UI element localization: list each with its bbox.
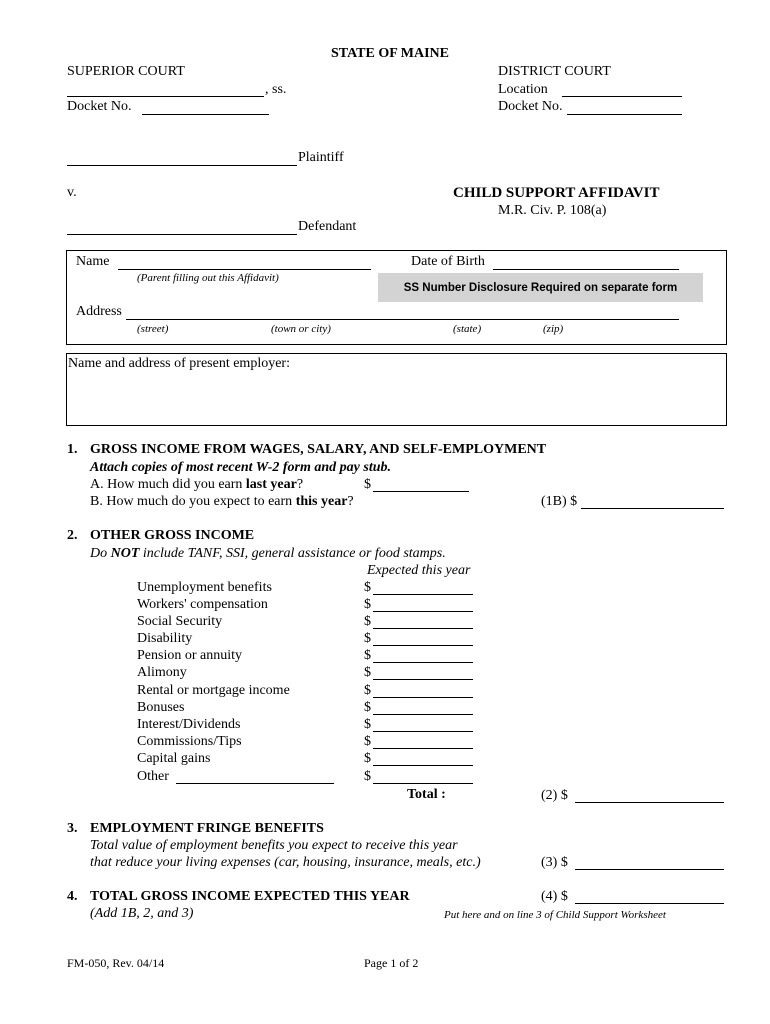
section1-title: GROSS INCOME FROM WAGES, SALARY, AND SELF-EMPLOYMENT xyxy=(90,442,547,457)
disability-amount-field[interactable] xyxy=(373,645,473,646)
plaintiff-label: Plaintiff xyxy=(298,150,344,165)
state-heading: STATE OF MAINE xyxy=(331,46,449,61)
district-court-label: DISTRICT COURT xyxy=(498,64,611,79)
dollar-sign: $ xyxy=(364,734,371,749)
pension-amount-field[interactable] xyxy=(373,662,473,663)
address-field[interactable] xyxy=(126,319,679,320)
superior-court-label: SUPERIOR COURT xyxy=(67,64,185,79)
employer-label: Name and address of present employer: xyxy=(68,356,290,371)
commissions-amount-field[interactable] xyxy=(373,748,473,749)
address-label: Address xyxy=(76,304,122,319)
name-field[interactable] xyxy=(118,269,371,270)
section3-line2: that reduce your living expenses (car, housing, insurance, meals, etc.) xyxy=(90,855,481,870)
section4-worksheet-note: Put here and on line 3 of Child Support Worksheet xyxy=(444,909,666,921)
line-3-ref: (3) $ xyxy=(541,855,568,870)
income-row-other: Other xyxy=(137,769,169,784)
other-income-description-field[interactable] xyxy=(176,783,334,784)
dollar-sign: $ xyxy=(364,665,371,680)
interest-amount-field[interactable] xyxy=(373,731,473,732)
social-security-amount-field[interactable] xyxy=(373,628,473,629)
section2-note-post: include TANF, SSI, general assistance or food stamps. xyxy=(139,546,446,561)
line-1b-field[interactable] xyxy=(581,508,724,509)
form-id: FM-050, Rev. 04/14 xyxy=(67,956,165,970)
section2-note-not: NOT xyxy=(110,546,140,561)
form-title: CHILD SUPPORT AFFIDAVIT xyxy=(453,185,660,201)
income-row-workers-comp: Workers' compensation xyxy=(137,597,268,612)
docket-left-field[interactable] xyxy=(142,114,269,115)
street-hint: (street) xyxy=(137,323,169,335)
plaintiff-field[interactable] xyxy=(67,165,297,166)
docket-right-label: Docket No. xyxy=(498,99,563,114)
expected-header: Expected this year xyxy=(367,563,471,578)
versus-label: v. xyxy=(67,185,77,200)
dollar-sign: $ xyxy=(364,769,371,784)
income-row-alimony: Alimony xyxy=(137,665,187,680)
section4-number: 4. xyxy=(67,889,78,904)
location-field[interactable] xyxy=(562,96,682,97)
line-3-field[interactable] xyxy=(575,869,724,870)
defendant-label: Defendant xyxy=(298,219,357,234)
section2-number: 2. xyxy=(67,528,78,543)
alimony-amount-field[interactable] xyxy=(373,679,473,680)
line-2-field[interactable] xyxy=(575,802,724,803)
total-label: Total : xyxy=(407,787,446,802)
question-a-bold: last year xyxy=(245,477,297,492)
docket-left-label: Docket No. xyxy=(67,99,132,114)
question-b-end: ? xyxy=(347,494,354,509)
workers-comp-amount-field[interactable] xyxy=(373,611,473,612)
dollar-sign: $ xyxy=(364,631,371,646)
income-row-interest: Interest/Dividends xyxy=(137,717,241,732)
question-a-end: ? xyxy=(296,477,304,492)
rule-reference: M.R. Civ. P. 108(a) xyxy=(498,203,607,218)
line-1b-ref: (1B) $ xyxy=(541,494,578,509)
section4-add-note: (Add 1B, 2, and 3) xyxy=(90,906,194,921)
name-hint: (Parent filling out this Affidavit) xyxy=(137,272,279,284)
income-row-unemployment: Unemployment benefits xyxy=(137,580,272,595)
question-a-dollar: $ xyxy=(364,477,371,492)
other-amount-field[interactable] xyxy=(373,783,473,784)
unemployment-amount-field[interactable] xyxy=(373,594,473,595)
state-hint: (state) xyxy=(453,323,482,335)
dob-label: Date of Birth xyxy=(411,254,485,269)
docket-right-field[interactable] xyxy=(567,114,682,115)
section1-question-a xyxy=(90,477,303,493)
dollar-sign: $ xyxy=(364,614,371,629)
line-4-field[interactable] xyxy=(575,903,724,904)
ss-label: , ss. xyxy=(265,82,287,97)
line-4-ref: (4) $ xyxy=(541,889,568,904)
line-2-ref: (2) $ xyxy=(541,788,568,803)
question-b-text: B. How much do you expect to earn xyxy=(90,494,296,509)
income-row-disability: Disability xyxy=(137,631,193,646)
income-row-rental: Rental or mortgage income xyxy=(137,683,290,698)
dollar-sign: $ xyxy=(364,717,371,732)
dollar-sign: $ xyxy=(364,683,371,698)
dob-field[interactable] xyxy=(493,269,679,270)
last-year-field[interactable] xyxy=(373,491,469,492)
ss-disclosure-banner: SS Number Disclosure Required on separate form xyxy=(378,273,703,302)
income-row-social-security: Social Security xyxy=(137,614,223,629)
section1-number: 1. xyxy=(67,442,78,457)
section3-number: 3. xyxy=(67,821,78,836)
location-label: Location xyxy=(498,82,548,97)
section3-title: EMPLOYMENT FRINGE BENEFITS xyxy=(90,821,324,836)
rental-amount-field[interactable] xyxy=(373,697,473,698)
income-row-pension: Pension or annuity xyxy=(137,648,242,663)
question-b-bold: this year xyxy=(295,494,348,509)
section2-title: OTHER GROSS INCOME xyxy=(90,528,255,543)
dollar-sign: $ xyxy=(364,648,371,663)
section4-title: TOTAL GROSS INCOME EXPECTED THIS YEAR xyxy=(90,889,410,904)
income-row-capital-gains: Capital gains xyxy=(137,751,211,766)
dollar-sign: $ xyxy=(364,597,371,612)
defendant-field[interactable] xyxy=(67,234,297,235)
section1-attach-note: Attach copies of most recent W-2 form and pay stub. xyxy=(90,460,391,475)
income-row-bonuses: Bonuses xyxy=(137,700,185,715)
dollar-sign: $ xyxy=(364,700,371,715)
section2-note-pre: Do xyxy=(90,546,111,561)
town-hint: (town or city) xyxy=(271,323,331,335)
zip-hint: (zip) xyxy=(543,323,564,335)
page-number: Page 1 of 2 xyxy=(364,956,419,970)
dollar-sign: $ xyxy=(364,751,371,766)
dollar-sign: $ xyxy=(364,580,371,595)
section2-note xyxy=(90,546,446,562)
capital-gains-amount-field[interactable] xyxy=(373,765,473,766)
section1-question-b xyxy=(90,494,354,510)
question-a-text: A. How much did you earn xyxy=(90,477,246,492)
county-field[interactable] xyxy=(67,96,264,97)
income-row-commissions: Commissions/Tips xyxy=(137,734,242,749)
bonuses-amount-field[interactable] xyxy=(373,714,473,715)
name-label: Name xyxy=(76,254,110,269)
section3-line1: Total value of employment benefits you expect to receive this year xyxy=(90,838,458,853)
